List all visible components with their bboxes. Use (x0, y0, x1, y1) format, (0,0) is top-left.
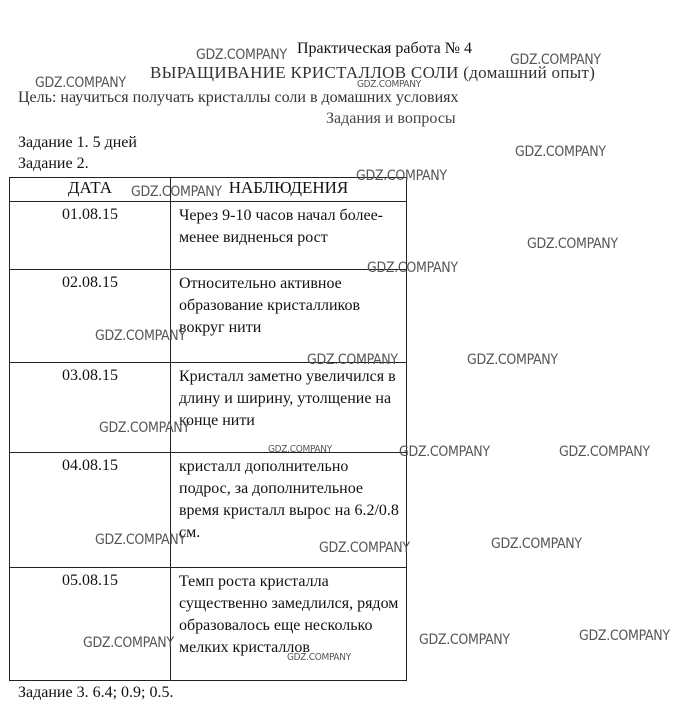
watermark: GDZ.COMPANY (287, 652, 351, 663)
practical-work-heading: Практическая работа № 4 (297, 40, 472, 57)
watermark: GDZ.COMPANY (35, 75, 126, 91)
watermark: GDZ.COMPANY (467, 352, 558, 368)
column-header-date: ДАТА (10, 178, 171, 202)
task-3: Задание 3. 6.4; 0.9; 0.5. (18, 684, 174, 701)
task-1: Задание 1. 5 дней (18, 134, 137, 151)
row-note: Темп роста кристалла существенно замедлился, рядом образовалось еще несколько мелких кристаллов (171, 568, 407, 681)
section-title: Задания и вопросы (326, 110, 456, 127)
watermark: GDZ.COMPANY (99, 420, 190, 436)
row-note: Относительно активное образование кристалликов вокруг нити (171, 270, 407, 363)
watermark: GDZ.COMPANY (357, 79, 421, 90)
table-row (10, 363, 407, 453)
watermark: GDZ.COMPANY (319, 540, 410, 556)
row-note: кристалл дополнительно подрос, за дополнительное время кристалл вырос на 6.2/0.8 см. (171, 453, 407, 568)
observations-table (9, 177, 407, 681)
watermark: GDZ.COMPANY (95, 532, 186, 548)
watermark: GDZ.COMPANY (268, 444, 332, 455)
watermark: GDZ.COMPANY (515, 144, 606, 160)
task-2: Задание 2. (18, 155, 89, 172)
row-note: Через 9-10 часов начал более-менее видненься рост (171, 202, 407, 270)
row-date: 04.08.15 (10, 453, 171, 568)
watermark: GDZ.COMPANY (356, 168, 447, 184)
watermark: GDZ.COMPANY (83, 635, 174, 651)
document-title: ВЫРАЩИВАНИЕ КРИСТАЛЛОВ СОЛИ (домашний опыт) (150, 63, 596, 82)
watermark: GDZ.COMPANY (307, 352, 398, 368)
watermark: GDZ.COMPANY (419, 632, 510, 648)
watermark: GDZ.COMPANY (399, 444, 490, 460)
watermark: GDZ.COMPANY (95, 328, 186, 344)
column-header-observations: НАБЛЮДЕНИЯ (171, 178, 407, 202)
watermark: GDZ.COMPANY (527, 236, 618, 252)
row-date: 03.08.15 (10, 363, 171, 453)
watermark: GDZ.COMPANY (510, 52, 601, 68)
goal-text: Цель: научиться получать кристаллы соли в домашних условиях (18, 89, 459, 106)
row-note: Кристалл заметно увеличился в длину и ширину, утолщение на конце нити (171, 363, 407, 453)
row-date: 02.08.15 (10, 270, 171, 363)
watermark: GDZ.COMPANY (579, 628, 670, 644)
watermark: GDZ.COMPANY (131, 184, 222, 200)
watermark: GDZ.COMPANY (559, 444, 650, 460)
table-row (10, 202, 407, 270)
watermark: GDZ.COMPANY (367, 260, 458, 276)
table-row (10, 568, 407, 681)
watermark: GDZ.COMPANY (491, 536, 582, 552)
row-date: 01.08.15 (10, 202, 171, 270)
table-row (10, 270, 407, 363)
row-date: 05.08.15 (10, 568, 171, 681)
watermark: GDZ.COMPANY (196, 47, 287, 63)
